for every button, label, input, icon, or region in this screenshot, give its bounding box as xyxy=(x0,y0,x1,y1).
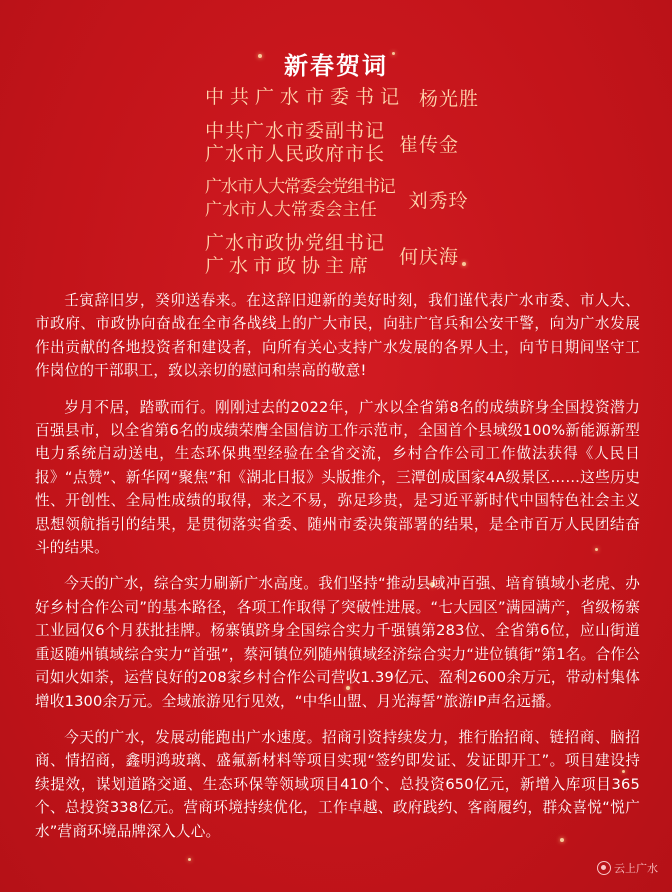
signer-name: 何庆海 xyxy=(399,245,460,268)
watermark-text: 云上广水 xyxy=(614,862,658,875)
signer-name: 刘秀玲 xyxy=(408,189,469,212)
greeting-paragraph: 壬寅辞旧岁，癸卯送春来。在这辞旧迎新的美好时刻，我们谨代表广水市委、市人大、市政府、市政协向奋战在全市各战线上的广大市民，向驻广官兵和公安干警，向为广水发展作出贡献的各地投资者和建设者，向所有关心支持广水发展的各界人士，向节日期间坚守工作岗位的干部职工，致以亲切的慰问和崇高的敬意! xyxy=(35,292,640,380)
signer-role: 广水市人民政府市长 xyxy=(205,143,386,165)
signer-roles xyxy=(205,86,405,109)
page-title: 新春贺词 xyxy=(284,52,388,80)
signer-roles xyxy=(205,120,385,166)
signer-name: 杨光胜 xyxy=(419,88,480,110)
signer-role: 广水市政协主席 xyxy=(205,255,374,277)
cloud-logo-icon xyxy=(597,861,611,875)
signer-block xyxy=(205,176,505,222)
signer-roles xyxy=(205,232,385,278)
signer-role: 中共广水市委副书记 xyxy=(205,120,386,142)
signer-name: 崔传金 xyxy=(399,133,460,156)
greeting-paragraph: 今天的广水，发展动能跑出广水速度。招商引资持续发力，推行胎招商、链招商、脑招商、情招商，鑫明鸿玻璃、盛氟新材料等项目实现“签约即发证、发证即开工”。项目建设持续提效，谋划道路交通、生态环保等领域项目410个、总投资650亿元，新增入库项目365个、总投资338亿元。营商环境持续优化，工作卓越、政府践约、客商履约，群众喜悦“悦广水”营商环境品牌深入人心。 xyxy=(35,728,640,840)
signer-block xyxy=(205,84,505,111)
signer-roles xyxy=(205,176,395,222)
signer-block xyxy=(205,120,505,166)
signer-role: 中共广水市委书记 xyxy=(205,86,406,108)
signer-role: 广水市人大常委会党组书记 xyxy=(205,177,395,197)
signer-block xyxy=(205,232,505,278)
sparkle-decoration xyxy=(188,858,191,861)
greeting-body xyxy=(35,289,640,856)
signer-role: 广水市政协党组书记 xyxy=(205,232,386,254)
greeting-paragraph: 岁月不居，踏歌而行。刚刚过去的2022年，广水以全省第8名的成绩跻身全国投资潜力百强县市，以全省第6名的成绩荣膺全国信访工作示范市，全国首个县域级100%新能源新型电力系统启动送电，生态环保典型经验在全省交流，乡村合作公司工作做法获得《人民日报》“点赞”、新华网“聚焦”和《湖北日报》头版推介，三潭创成国家4A级景区……这些历史性、开创性、全局性成绩的取得，来之不易，弥足珍贵，是习近平新时代中国特色社会主义思想领航指引的结果，是贯彻落实省委、随州市委决策部署的结果，是全市百万人民团结奋斗的结果。 xyxy=(35,398,640,557)
watermark xyxy=(597,860,658,876)
signer-role: 广水市人大常委会主任 xyxy=(205,200,377,220)
greeting-paragraph: 今天的广水，综合实力刷新广水高度。我们坚持“推动县域冲百强、培育镇域小老虎、办好乡村合作公司”的基本路径，各项工作取得了突破性进展。“七大园区”满园满产，省级杨寨工业园仅6个月获批挂牌。杨寨镇跻身全国综合实力千强镇第283位、全省第6位，应山街道重返随州镇域综合实力“首强”，蔡河镇位列随州镇域经济综合实力“进位镇街”第1名。合作公司如火如荼，运营良好的208家乡村合作公司营收1.39亿元、盈利2600余万元，带动村集体增收1300余万元。全域旅游见行见效，“中华山盟、月光海誓”旅游IP声名远播。 xyxy=(35,575,640,710)
